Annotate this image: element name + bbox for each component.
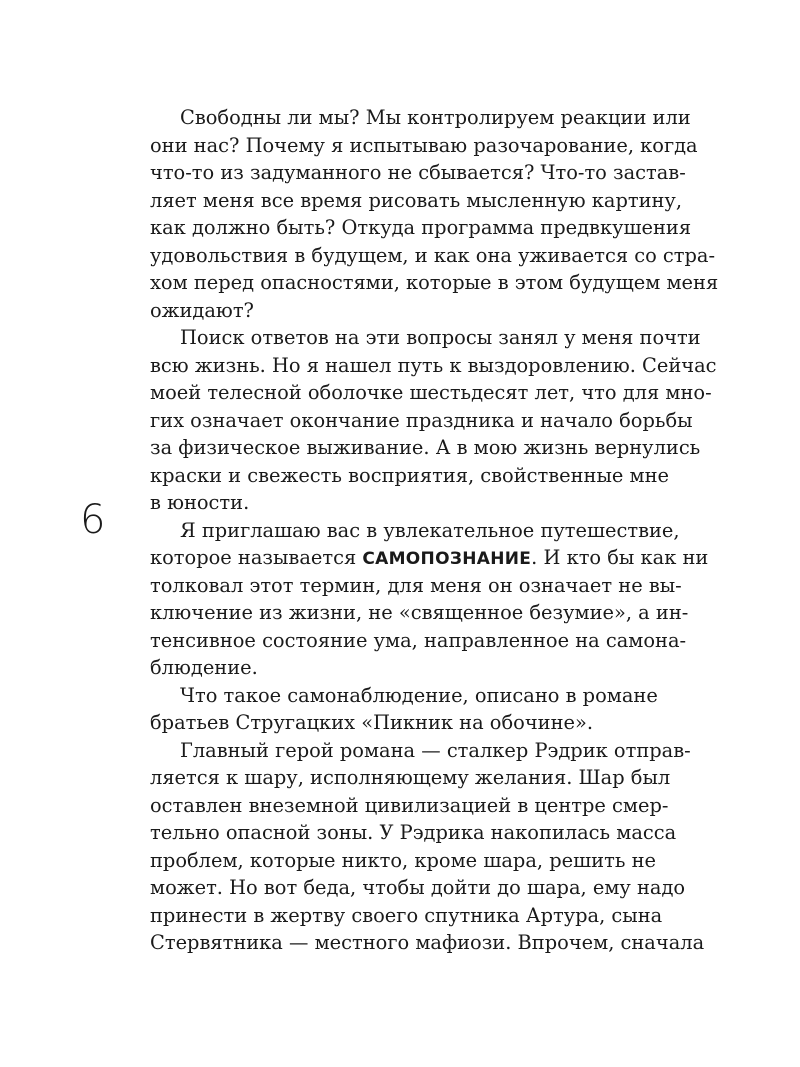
text-line: может. Но вот беда, чтобы дойти до шара, ему надо xyxy=(150,876,686,899)
text-line: они нас? Почему я испытываю разочарование, когда xyxy=(150,133,698,157)
text-line: принести в жертву своего спутника Артура, сына xyxy=(150,903,663,927)
paragraph-2 xyxy=(150,324,717,517)
text-line xyxy=(150,544,709,572)
text-line: Главный герой романа — сталкер Рэдрик отправ- xyxy=(180,738,691,762)
text-line: гих означает окончание праздника и начало борьбы xyxy=(150,408,693,432)
text-line: Свободны ли мы? Мы контролируем реакции или xyxy=(180,106,691,129)
text-segment: которое называется xyxy=(150,546,363,569)
text-segment: . И кто бы как ни xyxy=(531,546,709,569)
paragraph-5 xyxy=(150,737,705,957)
text-line: ожидают? xyxy=(150,298,254,322)
text-line: ключение из жизни, не «священное безумие», а ин- xyxy=(150,601,689,624)
text-line: тельно опасной зоны. У Рэдрика накопилась масса xyxy=(150,821,677,844)
emphasized-term: САМОПОЗНАНИЕ xyxy=(362,549,532,569)
text-line: Что такое самонаблюдение, описано в романе xyxy=(180,683,658,707)
text-line: тенсивное состояние ума, направленное на самона- xyxy=(150,628,687,652)
text-line: хом перед опасностями, которые в этом будущем меня xyxy=(150,271,719,294)
text-line: оставлен внеземной цивилизацией в центре смер- xyxy=(150,793,669,817)
body-text xyxy=(150,104,719,957)
text-line: всю жизнь. Но я нашел путь к выздоровлению. Сейчас xyxy=(150,353,717,377)
text-line: толковал этот термин, для меня он означает не вы- xyxy=(150,573,682,597)
text-line: проблем, которые никто, кроме шара, решить не xyxy=(150,848,656,872)
text-line: блюдение. xyxy=(150,656,258,679)
paragraph-4 xyxy=(150,682,656,737)
text-line: краски и свежесть восприятия, свойственные мне xyxy=(150,463,670,487)
page-number: 6 xyxy=(80,497,106,543)
text-line: ляется к шару, исполняющему желания. Шар был xyxy=(150,766,671,789)
text-line: в юности. xyxy=(150,491,250,514)
text-line: ляет меня все время рисовать мысленную картину, xyxy=(150,188,683,212)
text-line: Я приглашаю вас в увлекательное путешествие, xyxy=(180,518,680,542)
text-line: удовольствия в будущем, и как она уживается со стра- xyxy=(150,243,716,267)
text-line: братьев Стругацких «Пикник на обочине». xyxy=(150,711,593,734)
text-line: что-то из задуманного не сбывается? Что-то застав- xyxy=(150,161,686,184)
paragraph-1 xyxy=(150,104,719,324)
text-line: за физическое выживание. А в мою жизнь вернулись xyxy=(150,436,701,459)
text-line: Поиск ответов на эти вопросы занял у меня почти xyxy=(180,326,701,349)
paragraph-3 xyxy=(150,517,709,682)
text-line: как должно быть? Откуда программа предвкушения xyxy=(150,216,692,239)
text-line: моей телесной оболочке шестьдесят лет, что для мно- xyxy=(150,381,712,404)
text-line: Стервятника — местного мафиози. Впрочем, сначала xyxy=(150,931,705,954)
